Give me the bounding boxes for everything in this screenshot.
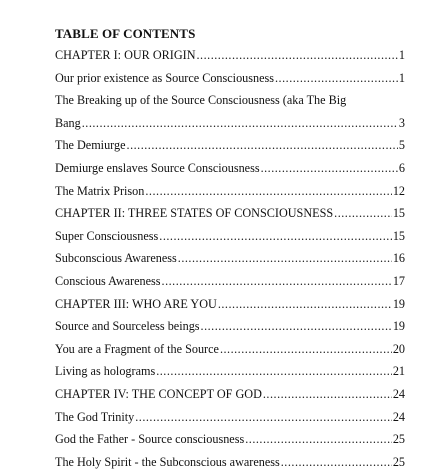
toc-leader-dots	[274, 67, 398, 90]
toc-entry[interactable]	[55, 428, 405, 451]
toc-entry[interactable]	[55, 180, 405, 203]
toc-entry-label: CHAPTER II: THREE STATES OF CONSCIOUSNESS	[55, 206, 334, 221]
toc-entry[interactable]	[55, 293, 405, 316]
toc-entry-page-number: 21	[392, 364, 405, 379]
toc-entry-label: The Demiurge	[55, 138, 126, 153]
toc-leader-dots	[158, 225, 392, 248]
toc-entry[interactable]	[55, 383, 405, 406]
toc-entry-label: Source and Sourceless beings	[55, 319, 200, 334]
toc-entry-label: Bang	[55, 115, 81, 130]
toc-leader-dots	[200, 315, 392, 338]
toc-entry[interactable]	[55, 270, 405, 293]
toc-entry-label: The Holy Spirit - the Subconscious awareness	[55, 454, 280, 469]
toc-entry-label: Subconscious Awareness	[55, 251, 177, 266]
toc-entry-page-number: 5	[398, 138, 405, 153]
toc-leader-dots	[280, 451, 392, 473]
toc-entry-page-number: 24	[392, 386, 405, 401]
toc-entry[interactable]	[55, 89, 405, 112]
toc-entry-page-number: 12	[392, 183, 405, 198]
toc-entry[interactable]	[55, 67, 405, 90]
toc-entry-page-number: 1	[398, 70, 405, 85]
toc-entry-label: The Breaking up of the Source Consciousness (aka The Big	[55, 93, 347, 108]
toc-entry-label: Conscious Awareness	[55, 273, 161, 288]
toc-entry[interactable]	[55, 112, 405, 135]
toc-entry-label: God the Father - Source consciousness	[55, 432, 245, 447]
toc-entry-page-number: 19	[392, 319, 405, 334]
toc-leader-dots	[81, 112, 398, 135]
toc-entry-label: Our prior existence as Source Consciousness	[55, 70, 274, 85]
toc-entry-page-number: 20	[392, 341, 405, 356]
toc-entry-label: You are a Fragment of the Source	[55, 341, 219, 356]
toc-entry[interactable]	[55, 315, 405, 338]
toc-entry[interactable]	[55, 44, 405, 67]
toc-entry-page-number: 24	[392, 409, 405, 424]
toc-entry-page-number: 25	[392, 432, 405, 447]
toc-entry-label: CHAPTER IV: THE CONCEPT OF GOD	[55, 386, 262, 401]
toc-entry-page-number: 17	[392, 273, 405, 288]
toc-leader-dots	[219, 338, 392, 361]
toc-leader-dots	[134, 406, 392, 429]
toc-entry-label: CHAPTER I: OUR ORIGIN	[55, 48, 196, 62]
toc-leader-dots	[144, 180, 391, 203]
toc-entry[interactable]	[55, 247, 405, 270]
toc-leader-dots	[333, 202, 392, 225]
toc-entry[interactable]	[55, 134, 405, 157]
toc-entry-page-number: 16	[392, 251, 405, 266]
toc-entry[interactable]	[55, 157, 405, 180]
toc-leader-dots	[161, 270, 392, 293]
toc-leader-dots	[177, 247, 392, 270]
toc-entry-label: Super Consciousness	[55, 228, 159, 243]
toc-leader-dots	[217, 293, 392, 316]
toc-entry-label: The Matrix Prison	[55, 183, 145, 198]
toc-title: TABLE OF CONTENTS	[55, 26, 196, 41]
toc-entry[interactable]	[55, 451, 405, 473]
toc-entry[interactable]	[55, 225, 405, 248]
toc-entry-page-number: 19	[392, 296, 405, 311]
toc-entry-label: CHAPTER III: WHO ARE YOU	[55, 296, 217, 311]
toc-leader-dots	[262, 383, 392, 406]
toc-entry-page-number: 6	[398, 160, 405, 175]
toc-entry-label: The God Trinity	[55, 409, 135, 424]
toc-entry-page-number: 3	[398, 115, 405, 130]
toc-entry[interactable]	[55, 406, 405, 429]
toc-entry-page-number: 1	[398, 48, 405, 62]
toc-entry-page-number: 25	[392, 454, 405, 469]
toc-leader-dots	[260, 157, 398, 180]
toc-leader-dots	[155, 360, 392, 383]
toc-entry-label: Demiurge enslaves Source Consciousness	[55, 160, 260, 175]
toc-list	[55, 44, 405, 473]
toc-leader-dots	[126, 134, 398, 157]
toc-entry[interactable]	[55, 202, 405, 225]
toc-entry-page-number: 15	[392, 228, 405, 243]
toc-leader-dots	[196, 44, 398, 67]
toc-entry-page-number: 15	[392, 206, 405, 221]
toc-entry[interactable]	[55, 338, 405, 361]
toc-entry[interactable]	[55, 360, 405, 383]
toc-leader-dots	[244, 428, 392, 451]
toc-entry-label: Living as holograms	[55, 364, 156, 379]
